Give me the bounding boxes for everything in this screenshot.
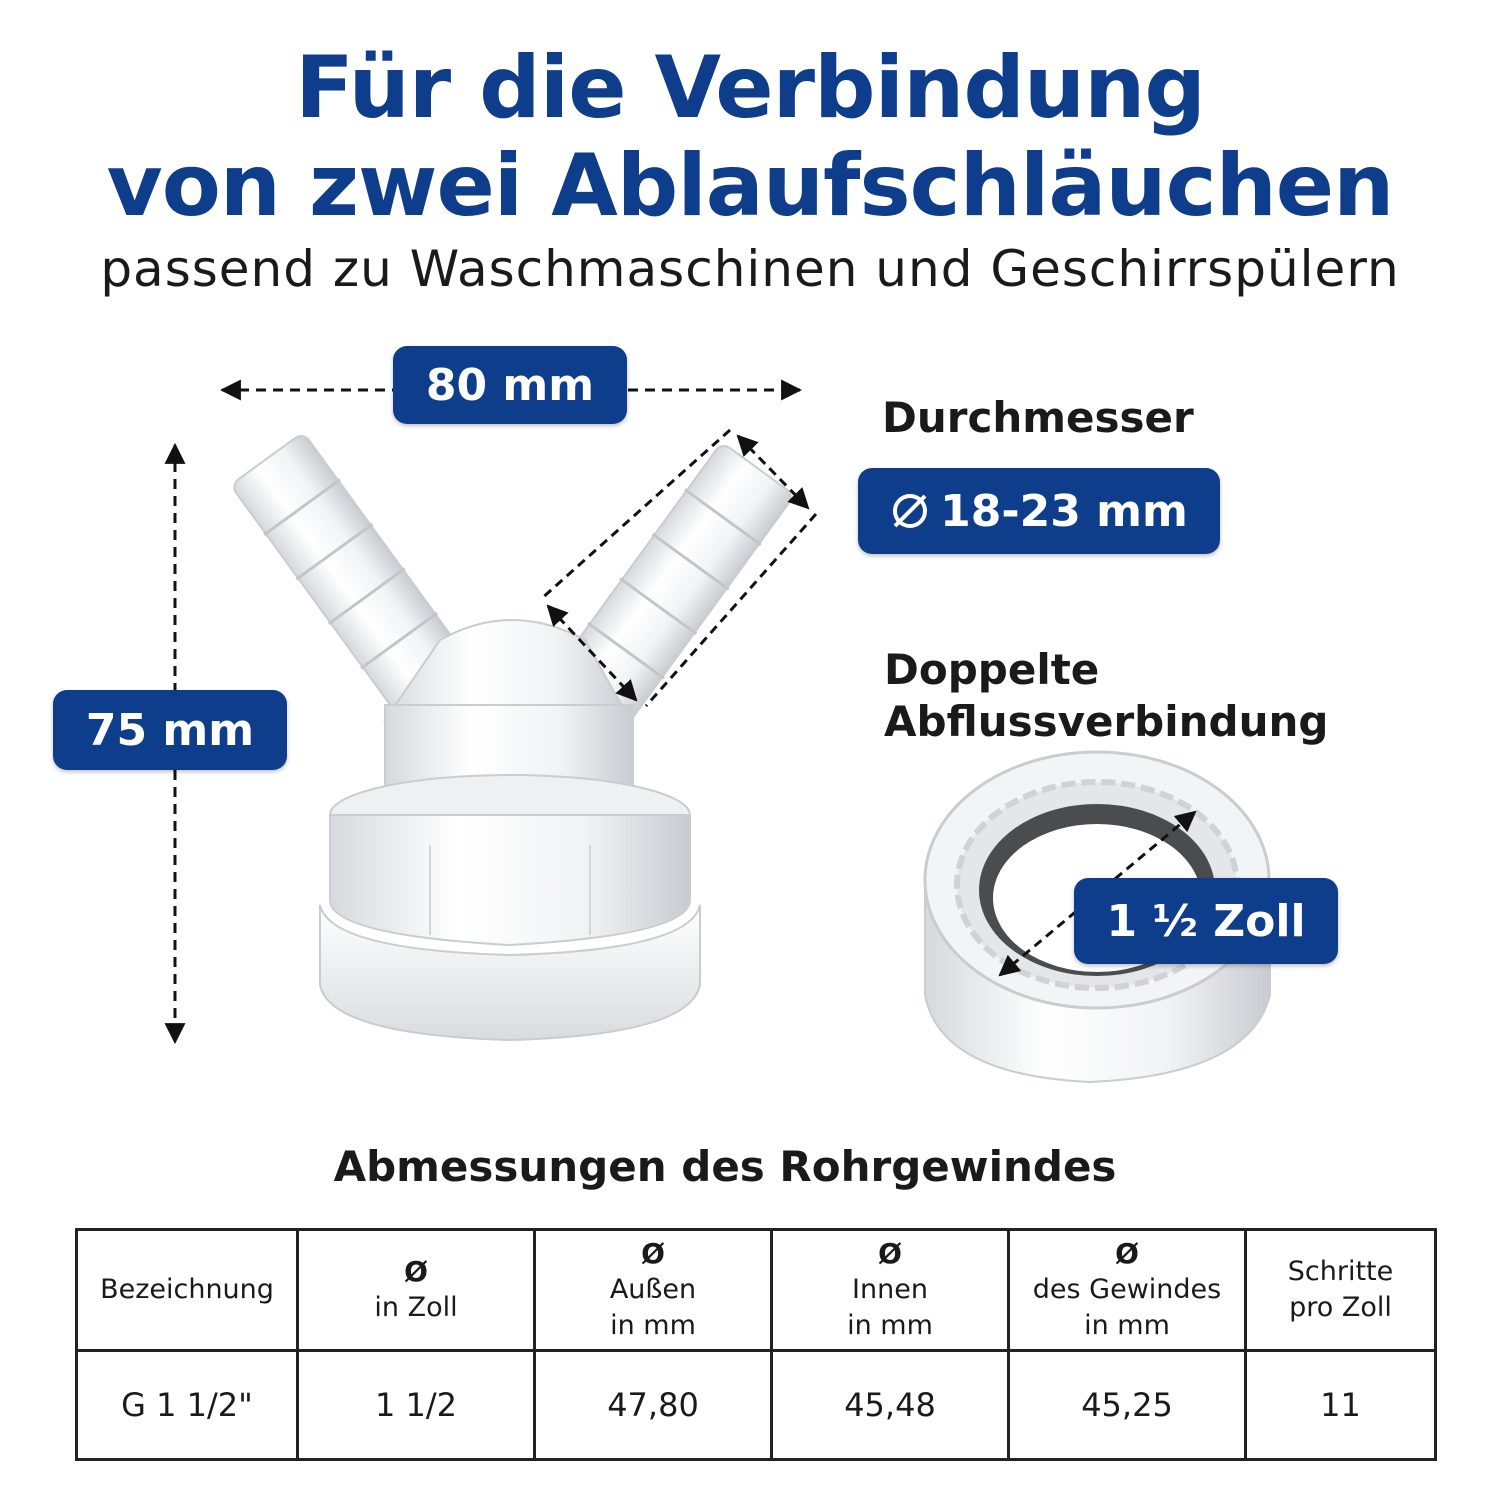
y-connector-image [229,431,796,1040]
thread-dimensions-table [75,1228,1437,1461]
diameter-symbol: Ø [641,1237,665,1270]
diameter-label: Durchmesser [882,393,1194,442]
cell-thread-diameter: 45,25 [1009,1351,1246,1460]
width-value: 80 mm [425,359,595,411]
diameter-icon [890,491,930,531]
cell-threads-per-inch: 11 [1246,1351,1436,1460]
header-threads-per-inch: Schritte pro Zoll [1246,1230,1436,1351]
width-badge [393,346,627,424]
cell-inner-diameter: 45,48 [772,1351,1009,1460]
title-line-1: Für die Verbindung [295,38,1205,138]
diameter-symbol: Ø [1115,1237,1139,1270]
header-inch-diameter: Ø in Zoll [298,1230,535,1351]
subtitle: passend zu Waschmaschinen und Geschirrspülern [100,240,1400,298]
connection-label-line-1: Doppelte [884,645,1100,694]
header-designation: Bezeichnung [77,1230,298,1351]
cell-outer-diameter: 47,80 [535,1351,772,1460]
title-line-2: von zwei Ablaufschläuchen [106,136,1394,236]
diameter-symbol: Ø [878,1237,902,1270]
table-row [77,1351,1436,1460]
diameter-badge [858,468,1220,554]
thread-badge [1074,878,1338,964]
height-badge [53,690,287,770]
table-header-row [77,1230,1436,1351]
header-outer-diameter: Ø Außen in mm [535,1230,772,1351]
connection-label-line-2: Abflussverbindung [884,697,1329,746]
header-inner-diameter: Ø Innen in mm [772,1230,1009,1351]
height-value: 75 mm [85,704,255,756]
diameter-value: 18-23 mm [940,485,1188,537]
header-thread-diameter: Ø des Gewindes in mm [1009,1230,1246,1351]
thread-value: 1 ½ Zoll [1106,895,1306,947]
table-title: Abmessungen des Rohrgewindes [333,1142,1117,1191]
cell-inch-diameter: 1 1/2 [298,1351,535,1460]
cell-designation: G 1 1/2" [77,1351,298,1460]
diameter-symbol: Ø [404,1255,428,1288]
